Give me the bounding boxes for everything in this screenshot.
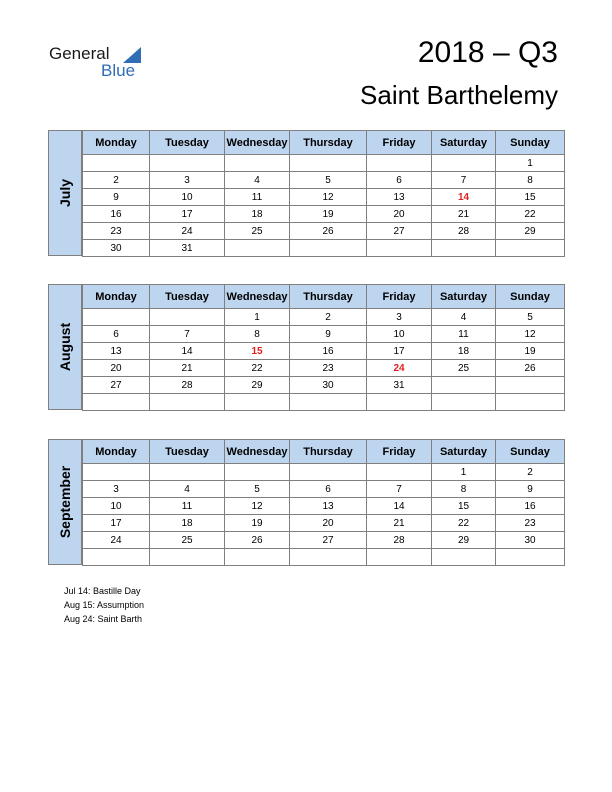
month-table [82, 439, 565, 566]
day-cell [367, 549, 432, 566]
day-cell: 5 [290, 172, 367, 189]
day-cell: 13 [83, 343, 150, 360]
day-cell: 22 [225, 360, 290, 377]
day-cell: 18 [432, 343, 496, 360]
day-cell: 11 [225, 189, 290, 206]
day-cell: 30 [290, 377, 367, 394]
day-cell: 15 [432, 498, 496, 515]
day-cell [367, 394, 432, 411]
day-cell [83, 155, 150, 172]
day-cell [290, 549, 367, 566]
day-cell: 23 [83, 223, 150, 240]
day-cell: 27 [290, 532, 367, 549]
day-cell: 22 [496, 206, 565, 223]
day-cell: 8 [225, 326, 290, 343]
day-cell: 17 [83, 515, 150, 532]
day-cell: 25 [150, 532, 225, 549]
weekday-header: Monday [83, 440, 150, 464]
weekday-header: Sunday [496, 440, 565, 464]
day-cell [150, 549, 225, 566]
day-cell: 10 [150, 189, 225, 206]
week-row [83, 223, 565, 240]
day-cell: 19 [290, 206, 367, 223]
day-cell [432, 155, 496, 172]
weekday-header: Monday [83, 285, 150, 309]
weekday-header: Thursday [290, 131, 367, 155]
weekday-header: Saturday [432, 131, 496, 155]
day-cell: 4 [225, 172, 290, 189]
day-cell [432, 377, 496, 394]
day-cell: 31 [150, 240, 225, 257]
day-cell: 15 [496, 189, 565, 206]
day-cell: 27 [367, 223, 432, 240]
week-row [83, 206, 565, 223]
day-cell: 3 [367, 309, 432, 326]
day-cell: 29 [496, 223, 565, 240]
day-cell: 11 [150, 498, 225, 515]
day-cell: 2 [290, 309, 367, 326]
day-cell: 1 [432, 464, 496, 481]
day-cell: 13 [367, 189, 432, 206]
day-cell: 1 [225, 309, 290, 326]
weekday-header: Saturday [432, 285, 496, 309]
day-cell: 24 [367, 360, 432, 377]
day-cell: 16 [496, 498, 565, 515]
day-cell: 6 [367, 172, 432, 189]
day-cell: 18 [225, 206, 290, 223]
day-cell: 3 [150, 172, 225, 189]
weekday-header: Friday [367, 440, 432, 464]
day-cell: 19 [496, 343, 565, 360]
day-cell [290, 394, 367, 411]
day-cell [83, 549, 150, 566]
week-row [83, 394, 565, 411]
week-row [83, 532, 565, 549]
month-block-0 [48, 130, 564, 256]
day-cell [150, 155, 225, 172]
month-table [82, 130, 565, 257]
weekday-header: Tuesday [150, 131, 225, 155]
day-cell: 1 [496, 155, 565, 172]
day-cell [496, 240, 565, 257]
week-row [83, 481, 565, 498]
day-cell: 4 [432, 309, 496, 326]
weekday-header: Friday [367, 131, 432, 155]
month-block-1 [48, 284, 564, 410]
day-cell: 8 [496, 172, 565, 189]
day-cell [290, 464, 367, 481]
page-subtitle: Saint Barthelemy [360, 80, 558, 110]
weekday-header: Tuesday [150, 285, 225, 309]
week-row [83, 155, 565, 172]
day-cell: 22 [432, 515, 496, 532]
day-cell [290, 240, 367, 257]
day-cell: 24 [150, 223, 225, 240]
weekday-header: Thursday [290, 285, 367, 309]
day-cell: 30 [496, 532, 565, 549]
day-cell: 23 [290, 360, 367, 377]
day-cell: 30 [83, 240, 150, 257]
day-cell: 9 [496, 481, 565, 498]
day-cell: 28 [432, 223, 496, 240]
weekday-header: Monday [83, 131, 150, 155]
logo-blue-text: Blue [101, 61, 136, 80]
weekday-header: Tuesday [150, 440, 225, 464]
week-row [83, 377, 565, 394]
holiday-list-item: Aug 24: Saint Barth [64, 614, 143, 624]
day-cell [432, 394, 496, 411]
day-cell: 6 [290, 481, 367, 498]
day-cell: 25 [432, 360, 496, 377]
month-name: August [57, 322, 73, 372]
day-cell: 9 [83, 189, 150, 206]
day-cell: 27 [83, 377, 150, 394]
week-row [83, 172, 565, 189]
day-cell: 10 [83, 498, 150, 515]
day-cell: 2 [496, 464, 565, 481]
day-cell: 12 [496, 326, 565, 343]
week-row [83, 343, 565, 360]
week-row [83, 464, 565, 481]
day-cell [150, 394, 225, 411]
week-row [83, 498, 565, 515]
weekday-header: Sunday [496, 285, 565, 309]
day-cell: 26 [496, 360, 565, 377]
day-cell: 26 [225, 532, 290, 549]
month-block-2 [48, 439, 564, 565]
day-cell: 8 [432, 481, 496, 498]
weekday-header: Thursday [290, 440, 367, 464]
day-cell: 28 [150, 377, 225, 394]
day-cell: 11 [432, 326, 496, 343]
day-cell: 21 [432, 206, 496, 223]
day-cell: 21 [150, 360, 225, 377]
day-cell: 9 [290, 326, 367, 343]
weekday-header: Friday [367, 285, 432, 309]
day-cell [496, 377, 565, 394]
day-cell: 17 [150, 206, 225, 223]
day-cell: 23 [496, 515, 565, 532]
day-cell: 20 [83, 360, 150, 377]
day-cell [225, 549, 290, 566]
day-cell: 14 [432, 189, 496, 206]
day-cell: 20 [367, 206, 432, 223]
month-name: July [57, 178, 73, 208]
day-cell: 28 [367, 532, 432, 549]
week-row [83, 360, 565, 377]
day-cell [83, 464, 150, 481]
day-cell: 5 [225, 481, 290, 498]
week-row [83, 515, 565, 532]
month-table [82, 284, 565, 411]
weekday-header: Wednesday [225, 131, 290, 155]
day-cell: 2 [83, 172, 150, 189]
day-cell: 5 [496, 309, 565, 326]
day-cell: 14 [150, 343, 225, 360]
day-cell: 18 [150, 515, 225, 532]
day-cell: 29 [225, 377, 290, 394]
day-cell: 7 [150, 326, 225, 343]
month-name: September [57, 465, 73, 539]
weekday-header: Saturday [432, 440, 496, 464]
page-title: 2018 – Q3 [417, 36, 558, 69]
day-cell [150, 464, 225, 481]
weekday-header-row [83, 131, 565, 155]
day-cell: 7 [432, 172, 496, 189]
logo [49, 44, 159, 84]
day-cell [496, 394, 565, 411]
weekday-header: Wednesday [225, 285, 290, 309]
weekday-header-row [83, 440, 565, 464]
week-row [83, 189, 565, 206]
day-cell: 7 [367, 481, 432, 498]
month-label-column [48, 284, 82, 410]
day-cell: 16 [83, 206, 150, 223]
day-cell: 16 [290, 343, 367, 360]
week-row [83, 326, 565, 343]
holiday-list [64, 584, 144, 626]
day-cell [367, 240, 432, 257]
day-cell [367, 155, 432, 172]
day-cell: 19 [225, 515, 290, 532]
day-cell: 4 [150, 481, 225, 498]
day-cell [432, 549, 496, 566]
day-cell: 6 [83, 326, 150, 343]
logo-general-text: General [49, 44, 110, 63]
day-cell: 12 [290, 189, 367, 206]
day-cell: 17 [367, 343, 432, 360]
day-cell: 26 [290, 223, 367, 240]
day-cell [225, 240, 290, 257]
day-cell: 24 [83, 532, 150, 549]
day-cell [225, 464, 290, 481]
week-row [83, 549, 565, 566]
day-cell: 10 [367, 326, 432, 343]
week-row [83, 309, 565, 326]
day-cell [83, 394, 150, 411]
month-label-column [48, 439, 82, 565]
holiday-list-item: Jul 14: Bastille Day [64, 586, 141, 596]
day-cell [83, 309, 150, 326]
weekday-header: Wednesday [225, 440, 290, 464]
day-cell: 29 [432, 532, 496, 549]
day-cell: 3 [83, 481, 150, 498]
month-label-column [48, 130, 82, 256]
day-cell [225, 394, 290, 411]
day-cell: 21 [367, 515, 432, 532]
day-cell [225, 155, 290, 172]
day-cell: 31 [367, 377, 432, 394]
day-cell: 13 [290, 498, 367, 515]
day-cell [367, 464, 432, 481]
day-cell: 14 [367, 498, 432, 515]
day-cell [150, 309, 225, 326]
day-cell [496, 549, 565, 566]
weekday-header-row [83, 285, 565, 309]
day-cell [432, 240, 496, 257]
day-cell [290, 155, 367, 172]
weekday-header: Sunday [496, 131, 565, 155]
day-cell: 25 [225, 223, 290, 240]
day-cell: 12 [225, 498, 290, 515]
day-cell: 20 [290, 515, 367, 532]
day-cell: 15 [225, 343, 290, 360]
week-row [83, 240, 565, 257]
holiday-list-item: Aug 15: Assumption [64, 600, 145, 610]
